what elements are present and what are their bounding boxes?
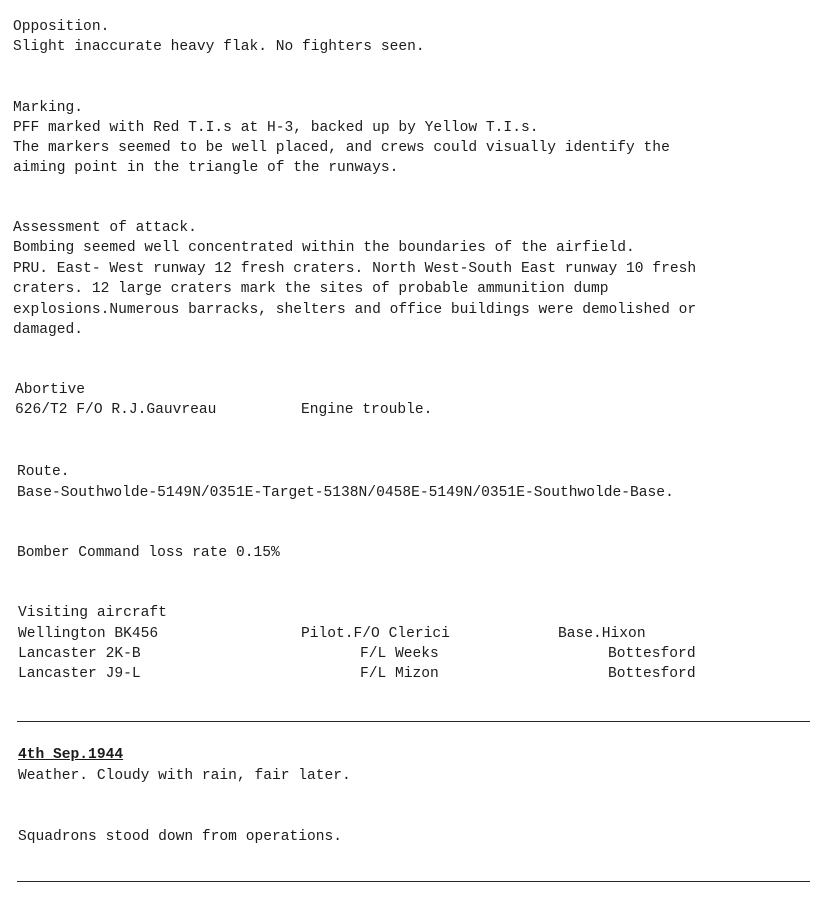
- marking-line: aiming point in the triangle of the runways.: [13, 160, 399, 176]
- assessment-heading: Assessment of attack.: [13, 220, 197, 236]
- visiting-base: Bottesford: [608, 646, 696, 662]
- opposition-line: Slight inaccurate heavy flak. No fighters seen.: [13, 39, 425, 55]
- opposition-heading: Opposition.: [13, 19, 110, 35]
- section-divider: [17, 721, 810, 722]
- visiting-base: Bottesford: [608, 666, 696, 682]
- abortive-heading: Abortive: [15, 382, 86, 398]
- assessment-line: damaged.: [13, 322, 84, 338]
- visiting-aircraft: Lancaster J9-L: [18, 666, 141, 682]
- assessment-line: Bombing seemed well concentrated within the boundaries of the airfield.: [13, 240, 635, 256]
- entry-note: Squadrons stood down from operations.: [18, 829, 343, 845]
- route-text: Base-Southwolde-5149N/0351E-Target-5138N/0458E-5149N/0351E-Southwolde-Base.: [17, 485, 674, 501]
- visiting-pilot: F/L Mizon: [360, 666, 439, 682]
- marking-line: PFF marked with Red T.I.s at H-3, backed up by Yellow T.I.s.: [13, 120, 539, 136]
- assessment-line: craters. 12 large craters mark the sites of probable ammunition dump: [13, 281, 609, 297]
- abortive-code: 626/T2 F/O R.J.Gauvreau: [15, 402, 217, 418]
- section-divider: [17, 881, 810, 882]
- visiting-aircraft: Wellington BK456: [18, 626, 159, 642]
- visiting-base: Base.Hixon: [558, 626, 646, 642]
- assessment-line: explosions.Numerous barracks, shelters and office buildings were demolished or: [13, 302, 697, 318]
- abortive-reason: Engine trouble.: [301, 402, 433, 418]
- visiting-pilot: F/L Weeks: [360, 646, 439, 662]
- route-heading: Route.: [17, 464, 70, 480]
- entry-weather: Weather. Cloudy with rain, fair later.: [18, 768, 351, 784]
- loss-rate: Bomber Command loss rate 0.15%: [17, 545, 280, 561]
- marking-line: The markers seemed to be well placed, and crews could visually identify the: [13, 140, 670, 156]
- visiting-pilot: Pilot.F/O Clerici: [301, 626, 450, 642]
- visiting-heading: Visiting aircraft: [18, 605, 167, 621]
- assessment-line: PRU. East- West runway 12 fresh craters. North West-South East runway 10 fresh: [13, 261, 697, 277]
- entry-date: 4th Sep.1944: [18, 747, 124, 763]
- marking-heading: Marking.: [13, 100, 84, 116]
- visiting-aircraft: Lancaster 2K-B: [18, 646, 141, 662]
